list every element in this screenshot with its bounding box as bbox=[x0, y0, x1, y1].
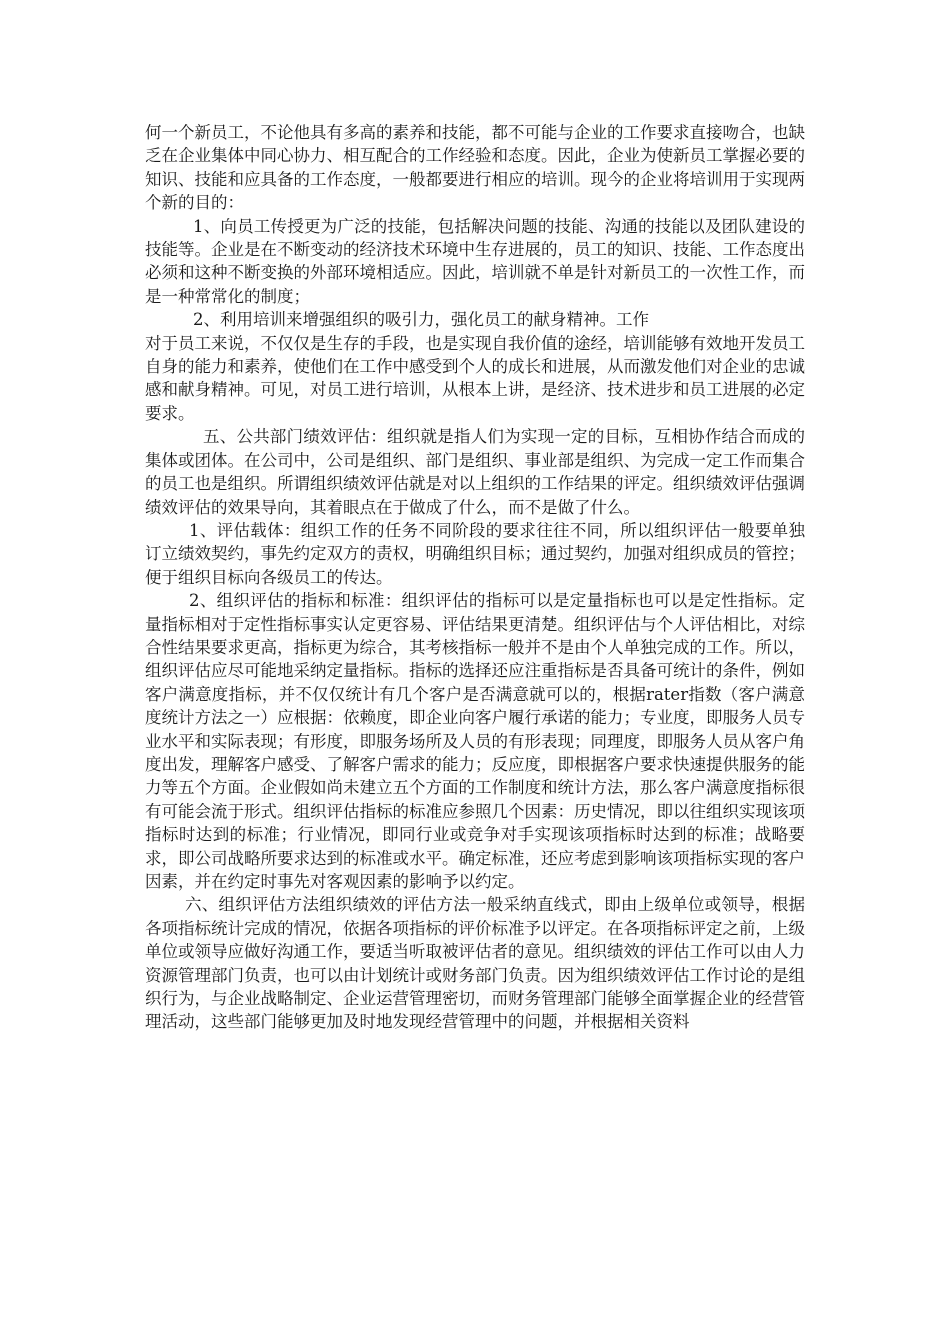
paragraph-intro: 何一个新员工，不论他具有多高的素养和技能，都不可能与企业的工作要求直接吻合，也缺乏在企业集体中同心协力、相互配合的工作经验和态度。因此，企业为使新员工掌握必要的知识、技能和应具备的工作态度，一般都要进行相应的培训。现今的企业将培训用于实现两个新的目的： bbox=[145, 123, 805, 213]
paragraph-point-1-skills: 1、向员工传授更为广泛的技能，包括解决问题的技能、沟通的技能以及团队建设的技能等。企业是在不断变动的经济技术环境中生存进展的，员工的知识、技能、工作态度出必须和这种不断变换的外部环境相适应。因此，培训就不单是针对新员工的一次性工作，而是一种常常化的制度； bbox=[145, 216, 805, 306]
paragraph-section-6-methods: 六、组织评估方法组织绩效的评估方法一般采纳直线式，即由上级单位或领导，根据各项指标统计完成的情况，依据各项指标的评价标准予以评定。在各项指标评定之前，上级单位或领导应做好沟通工作，要适当听取被评估者的意见。组织绩效的评估工作可以由人力资源管理部门负责，也可以由计划统计或财务部门负责。因为组织绩效评估工作讨论的是组织行为，与企业战略制定、企业运营管理密切，而财务管理部门能够全面掌握企业的经营管理活动，这些部门能够更加及时地发现经营管理中的问题，并根据相关资料 bbox=[145, 895, 805, 1032]
paragraph-indicators-standards: 2、组织评估的指标和标准：组织评估的指标可以是定量指标也可以是定性指标。定量指标相对于定性指标事实认定更容易、评估结果更清楚。组织评估与个人评估相比，对综合性结果要求更高，指标更为综合，其考核指标一般并不是由个人单独完成的工作。所以，组织评估应尽可能地采纳定量指标。指标的选择还应注重指标是否具备可统计的条件，例如客户满意度指标，并不仅仅统计有几个客户是否满意就可以的，根据rater指数（客户满意度统计方法之一）应根据：依赖度，即企业向客户履行承诺的能力；专业度，即服务人员专业水平和实际表现；有形度，即服务场所及人员的有形表现；同理度，即服务人员从客户角度出发，理解客户感受、了解客户需求的能力；反应度，即根据客户要求快速提供服务的能力等五个方面。企业假如尚未建立五个方面的工作制度和统计方法，那么客户满意度指标很有可能会流于形式。组织评估指标的标准应参照几个因素：历史情况，即以往组织实现该项指标时达到的标准；行业情况，即同行业或竞争对手实现该项指标时达到的标准；战略要求，即公司战略所要求达到的标准或水平。确定标准，还应考虑到影响该项指标实现的客户因素，并在约定时事先对客观因素的影响予以约定。 bbox=[145, 591, 805, 891]
paragraph-point-2-attraction: 2、利用培训来增强组织的吸引力，强化员工的献身精神。工作 bbox=[193, 310, 649, 330]
document-body bbox=[145, 121, 805, 1034]
paragraph-section-5-org-performance: 五、公共部门绩效评估：组织就是指人们为实现一定的目标，互相协作结合而成的集体或团体。在公司中，公司是组织、部门是组织、事业部是组织、为完成一定工作而集合的员工也是组织。所谓组织绩效评估就是对以上组织的工作结果的评定。组织绩效评估强调绩效评估的效果导向，其着眼点在于做成了什么，而不是做了什么。 bbox=[145, 427, 805, 517]
paragraph-evaluation-carrier: 1、评估载体：组织工作的任务不同阶段的要求往往不同，所以组织评估一般要单独订立绩效契约，事先约定双方的责权，明确组织目标；通过契约，加强对组织成员的管控；便于组织目标向各级员工的传达。 bbox=[145, 520, 805, 587]
paragraph-point-2-continued: 对于员工来说，不仅仅是生存的手段，也是实现自我价值的途经，培训能够有效地开发员工自身的能力和素养，使他们在工作中感受到个人的成长和进展，从而激发他们对企业的忠诚感和献身精神。可见，对员工进行培训，从根本上讲，是经济、技术进步和员工进展的必定要求。 bbox=[145, 333, 805, 423]
